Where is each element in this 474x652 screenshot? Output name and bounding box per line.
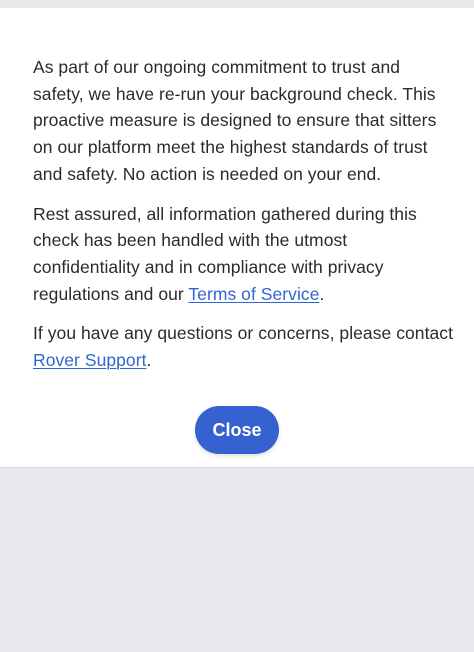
paragraph-background-check-text: As part of our ongoing commitment to trust and safety, we have re-run your background check. This proactive measure is designed to ensure that sitters on our platform meet the highest standards of trust and safety. No action is needed on your end. <box>33 57 437 184</box>
paragraph-contact-end: . <box>146 350 152 371</box>
paragraph-background-check <box>33 54 453 188</box>
paragraph-confidentiality <box>33 201 453 308</box>
rover-support-link[interactable]: Rover Support <box>33 350 147 371</box>
message-body <box>33 54 453 387</box>
modal-card <box>0 8 474 468</box>
top-background-strip <box>0 0 474 8</box>
paragraph-contact-text: If you have any questions or concerns, please contact <box>33 323 453 344</box>
paragraph-confidentiality-end: . <box>319 283 325 304</box>
close-button[interactable]: Close <box>195 406 279 454</box>
paragraph-confidentiality-text: Rest assured, all information gathered during this check has been handled with the utmost confidentiality and in compliance with privacy regulations and our <box>33 203 417 304</box>
paragraph-contact <box>33 320 453 373</box>
terms-of-service-link[interactable]: Terms of Service <box>188 283 320 304</box>
